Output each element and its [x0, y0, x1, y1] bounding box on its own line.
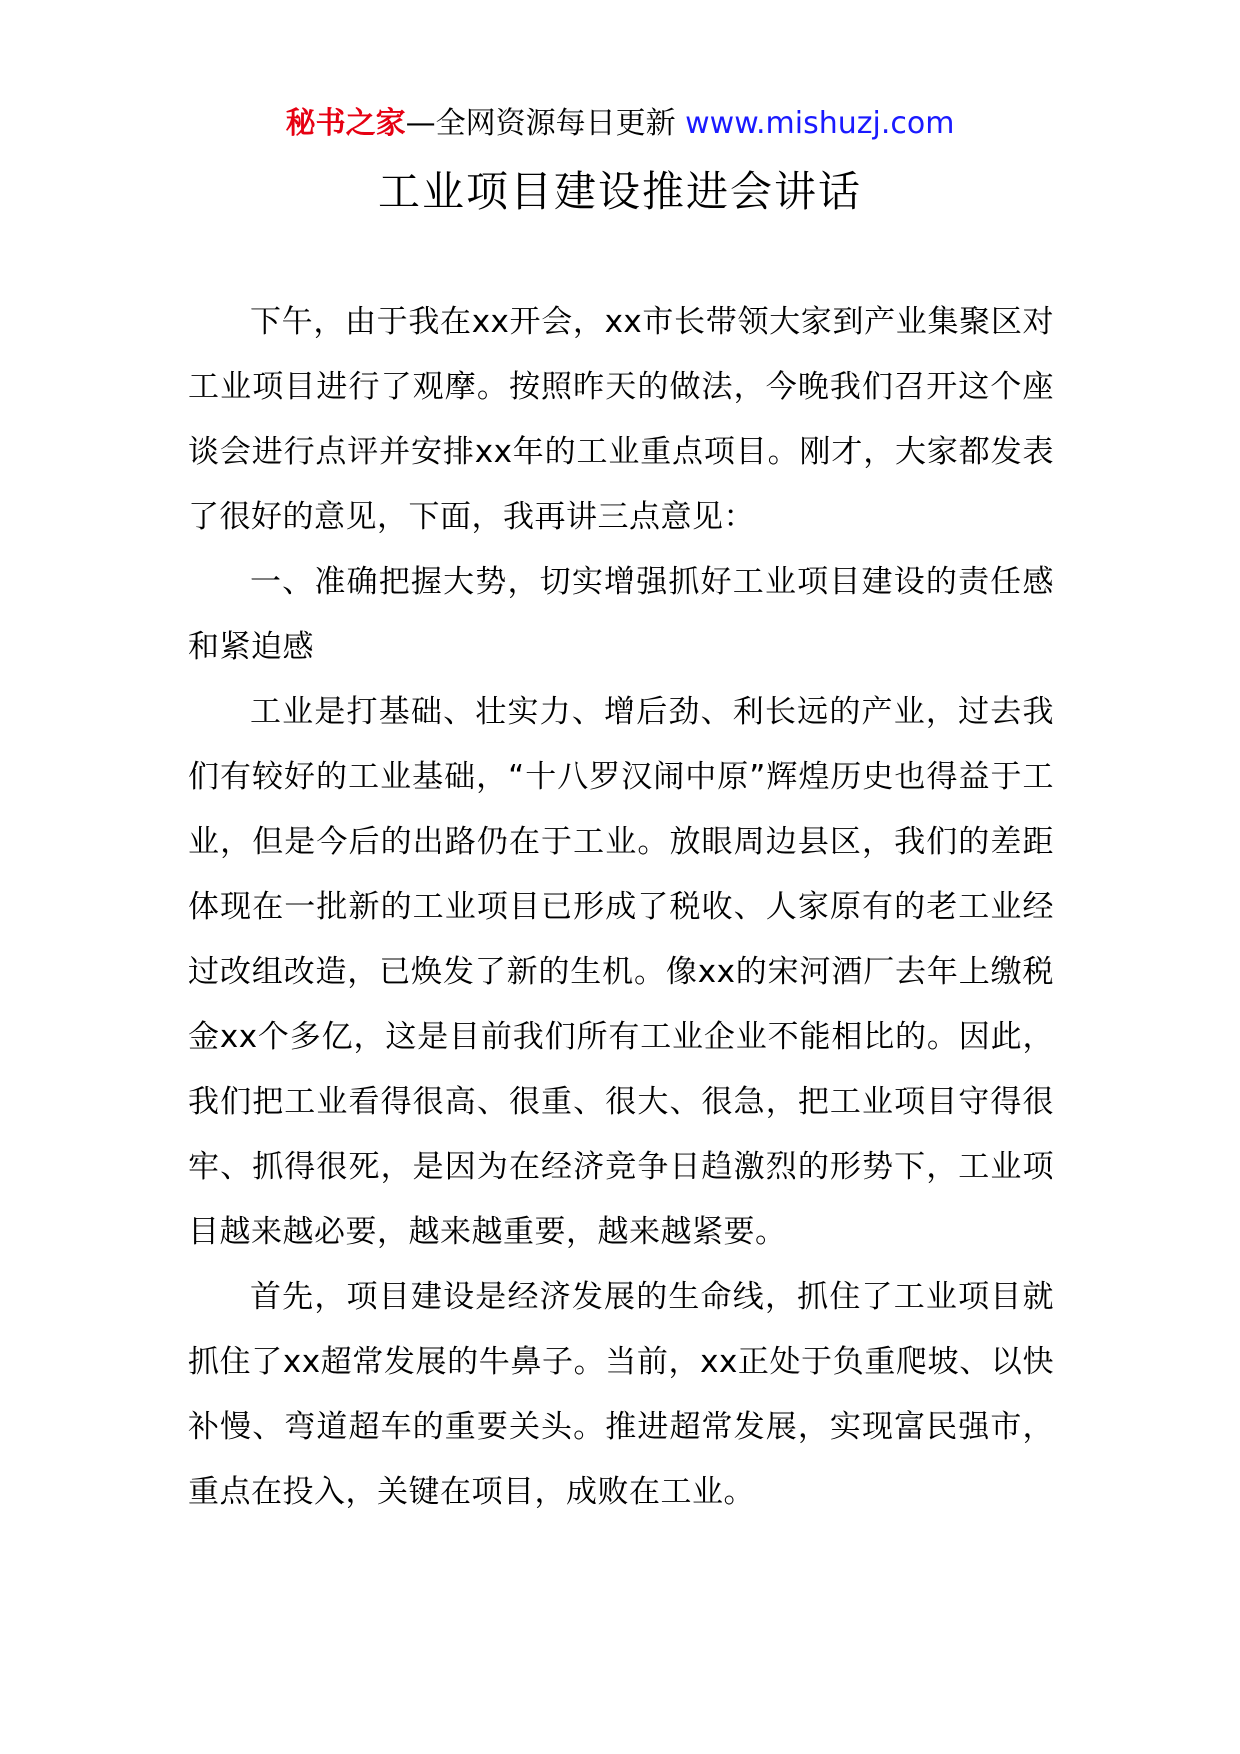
- paragraph-first-point: 首先，项目建设是经济发展的生命线，抓住了工业项目就抓住了xx超常发展的牛鼻子。当前，xx正处于负重爬坡、以快补慢、弯道超车的重要关头。推进超常发展，实现富民强市，重点在投入，关键在项目，成败在工业。: [188, 1279, 1054, 1510]
- banner-slogan: —全网资源每日更新: [405, 106, 676, 141]
- section-heading-1: 一、准确把握大势，切实增强抓好工业项目建设的责任感和紧迫感: [188, 564, 1054, 665]
- paragraph-industry: 工业是打基础、壮实力、增后劲、利长远的产业，过去我们有较好的工业基础，“十八罗汉闹中原”辉煌历史也得益于工业，但是今后的出路仍在于工业。放眼周边县区，我们的差距体现在一批新的工业项目已形成了税收、人家原有的老工业经过改组改造，已焕发了新的生机。像xx的宋河酒厂去年上缴税金xx个多亿，这是目前我们所有工业企业不能相比的。因此，我们把工业看得很高、很重、很大、很急，把工业项目守得很牢、抓得很死，是因为在经济竞争日趋激烈的形势下，工业项目越来越必要，越来越重要，越来越紧要。: [188, 694, 1054, 1250]
- site-banner: [0, 100, 1240, 148]
- document-title: 工业项目建设推进会讲话: [377, 167, 862, 216]
- brand-name: 秘书之家: [285, 106, 406, 141]
- site-url-link[interactable]: www.mishuzj.com: [685, 106, 955, 141]
- document-body: [188, 290, 1054, 1525]
- paragraph-intro: 下午，由于我在xx开会，xx市长带领大家到产业集聚区对工业项目进行了观摩。按照昨天的做法，今晚我们召开这个座谈会进行点评并安排xx年的工业重点项目。刚才，大家都发表了很好的意见，下面，我再讲三点意见：: [188, 304, 1054, 535]
